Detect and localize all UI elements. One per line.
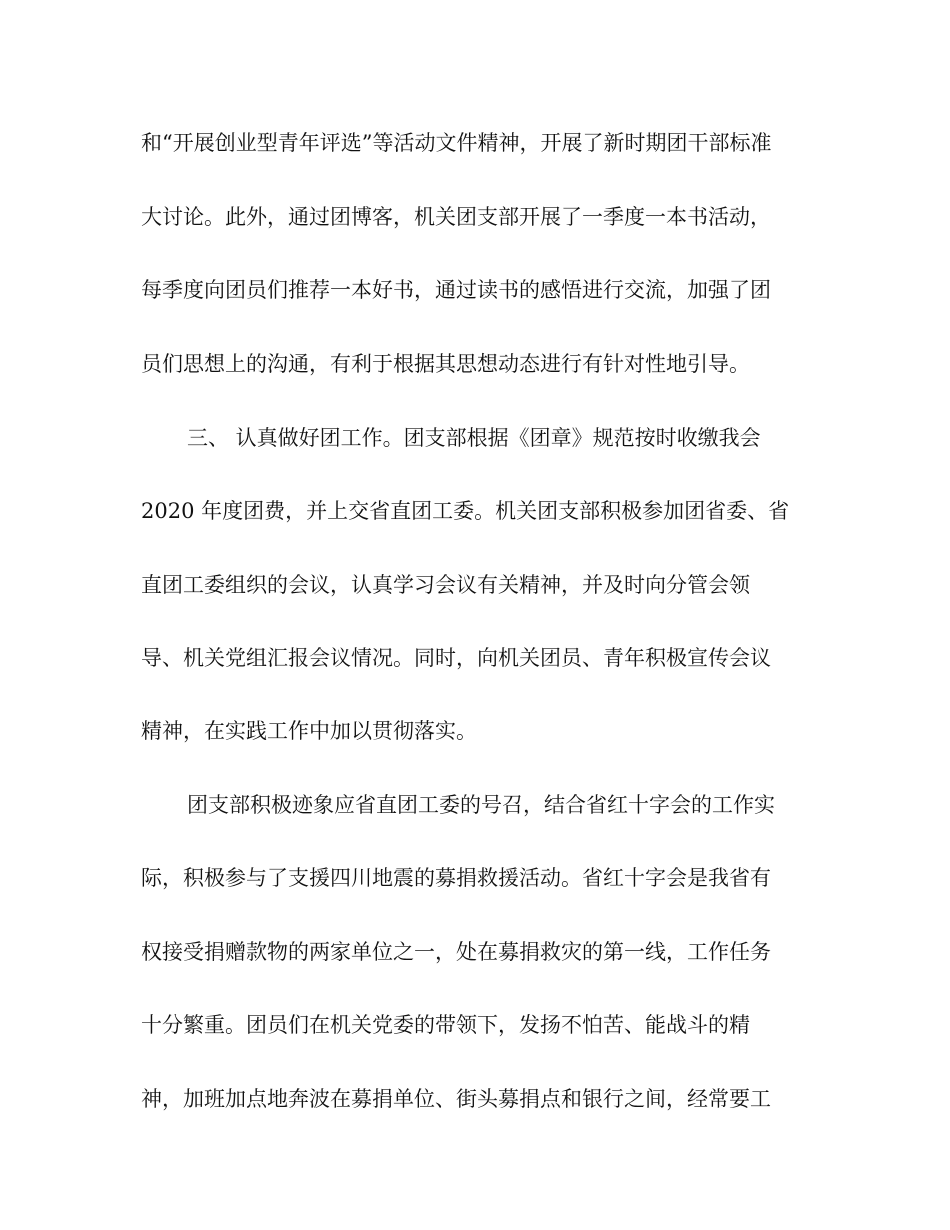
text-line: 和“开展创业型青年评选”等活动文件精神，开展了新时期团干部标准 bbox=[141, 131, 772, 155]
text-line: 大讨论。此外，通过团博客，机关团支部开展了一季度一本书活动， bbox=[141, 205, 771, 229]
paragraph-start-line: 团支部积极迹象应省直团工委的号召，结合省红十字会的工作实 bbox=[187, 793, 775, 817]
text-line: 精神，在实践工作中加以贯彻落实。 bbox=[141, 719, 477, 743]
text-line: 神，加班加点地奔波在募捐单位、街头募捐点和银行之间，经常要工 bbox=[141, 1087, 771, 1111]
text-line: 十分繁重。团员们在机关党委的带领下，发扬不怕苦、能战斗的精 bbox=[141, 1013, 750, 1037]
text-line: 直团工委组织的会议，认真学习会议有关精神，并及时向分管会领 bbox=[141, 573, 750, 597]
text-line: 2020 年度团费，并上交省直团工委。机关团支部积极参加团省委、省 bbox=[141, 499, 790, 523]
text-line: 每季度向团员们推荐一本好书，通过读书的感悟进行交流，加强了团 bbox=[141, 278, 771, 302]
text-line: 权接受捐赠款物的两家单位之一，处在募捐救灾的第一线，工作任务 bbox=[141, 940, 771, 964]
text-line: 导、机关党组汇报会议情况。同时，向机关团员、青年积极宣传会议 bbox=[141, 646, 771, 670]
section-heading-line: 三、 认真做好团工作。团支部根据《团章》规范按时收缴我会 bbox=[187, 426, 761, 450]
text-line: 际，积极参与了支援四川地震的募捐救援活动。省红十字会是我省有 bbox=[141, 866, 771, 890]
text-line: 员们思想上的沟通，有利于根据其思想动态进行有针对性地引导。 bbox=[141, 352, 750, 376]
